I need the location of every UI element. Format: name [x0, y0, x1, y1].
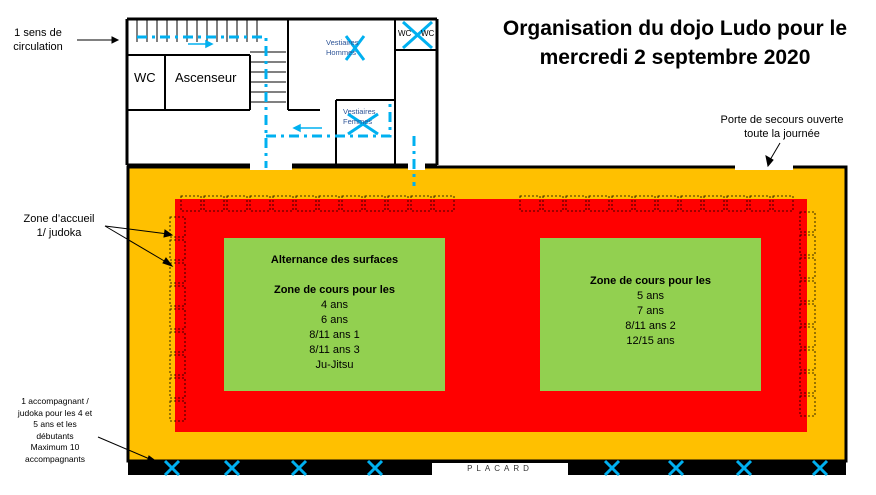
page-title [480, 14, 870, 72]
emergency-exit-note [712, 113, 852, 141]
staircase [137, 19, 286, 102]
right-zone-item: 8/11 ans 2 [625, 320, 676, 332]
women-locker-room-line: Vestiaires [343, 107, 376, 116]
right-zone-item: 7 ans [637, 305, 664, 317]
circulation-note-line: 1 sens de [14, 27, 62, 39]
right-zone-item: 5 ans [637, 290, 664, 302]
wc-small-label: WC [398, 29, 412, 38]
women-locker-room-label [343, 107, 376, 127]
title-line-1: Organisation du dojo Ludo pour le [502, 17, 848, 40]
left-zone-text [224, 253, 445, 373]
wc-label: WC [134, 70, 156, 85]
companion-note-line: accompagnants [24, 453, 85, 464]
wc-small-label: WC [421, 29, 435, 38]
emergency-exit-note-line: toute la journée [744, 128, 820, 140]
companion-note-line: Maximum 10 [30, 442, 80, 452]
elevator-label: Ascenseur [175, 70, 237, 85]
left-zone-subheading: Zone de cours pour les [273, 284, 396, 296]
companion-note-line: 5 ans et les [33, 419, 77, 429]
companion-note-line: judoka pour les 4 et [17, 407, 93, 418]
women-locker-room-line: Femmes [343, 117, 373, 126]
men-locker-room-line: Vestiaires [326, 38, 359, 47]
reception-note-line: 1/ judoka [36, 227, 82, 239]
circulation-note [4, 26, 72, 54]
companion-note-line: débutants [36, 430, 74, 441]
left-zone-item: 8/11 ans 3 [309, 344, 360, 356]
right-zone-subheading: Zone de cours pour les [589, 275, 712, 287]
emergency-door [735, 164, 793, 170]
left-zone-item: 6 ans [321, 314, 348, 326]
circulation-note-line: circulation [13, 41, 63, 53]
right-zone-item: 12/15 ans [626, 335, 675, 347]
right-zone-text [540, 274, 761, 349]
reception-note-line: Zone d’accueil [23, 213, 95, 225]
men-locker-room-line: Hommes [326, 48, 357, 57]
men-locker-room-label [326, 38, 359, 58]
left-zone-item: 8/11 ans 1 [309, 329, 360, 341]
door-gap-1 [250, 164, 292, 170]
reception-note [12, 212, 106, 240]
door-gap-2 [408, 164, 425, 170]
left-zone-item: 4 ans [321, 299, 348, 311]
title-line-2: mercredi 2 septembre 2020 [539, 46, 811, 69]
left-zone-item: Ju-Jitsu [315, 359, 354, 371]
companion-note [2, 396, 108, 465]
left-zone-heading: Alternance des surfaces [270, 254, 399, 266]
emergency-exit-note-line: Porte de secours ouverte [720, 114, 844, 126]
placard-label: PLACARD [432, 463, 568, 475]
companion-note-line: 1 accompagnant / [21, 396, 89, 406]
